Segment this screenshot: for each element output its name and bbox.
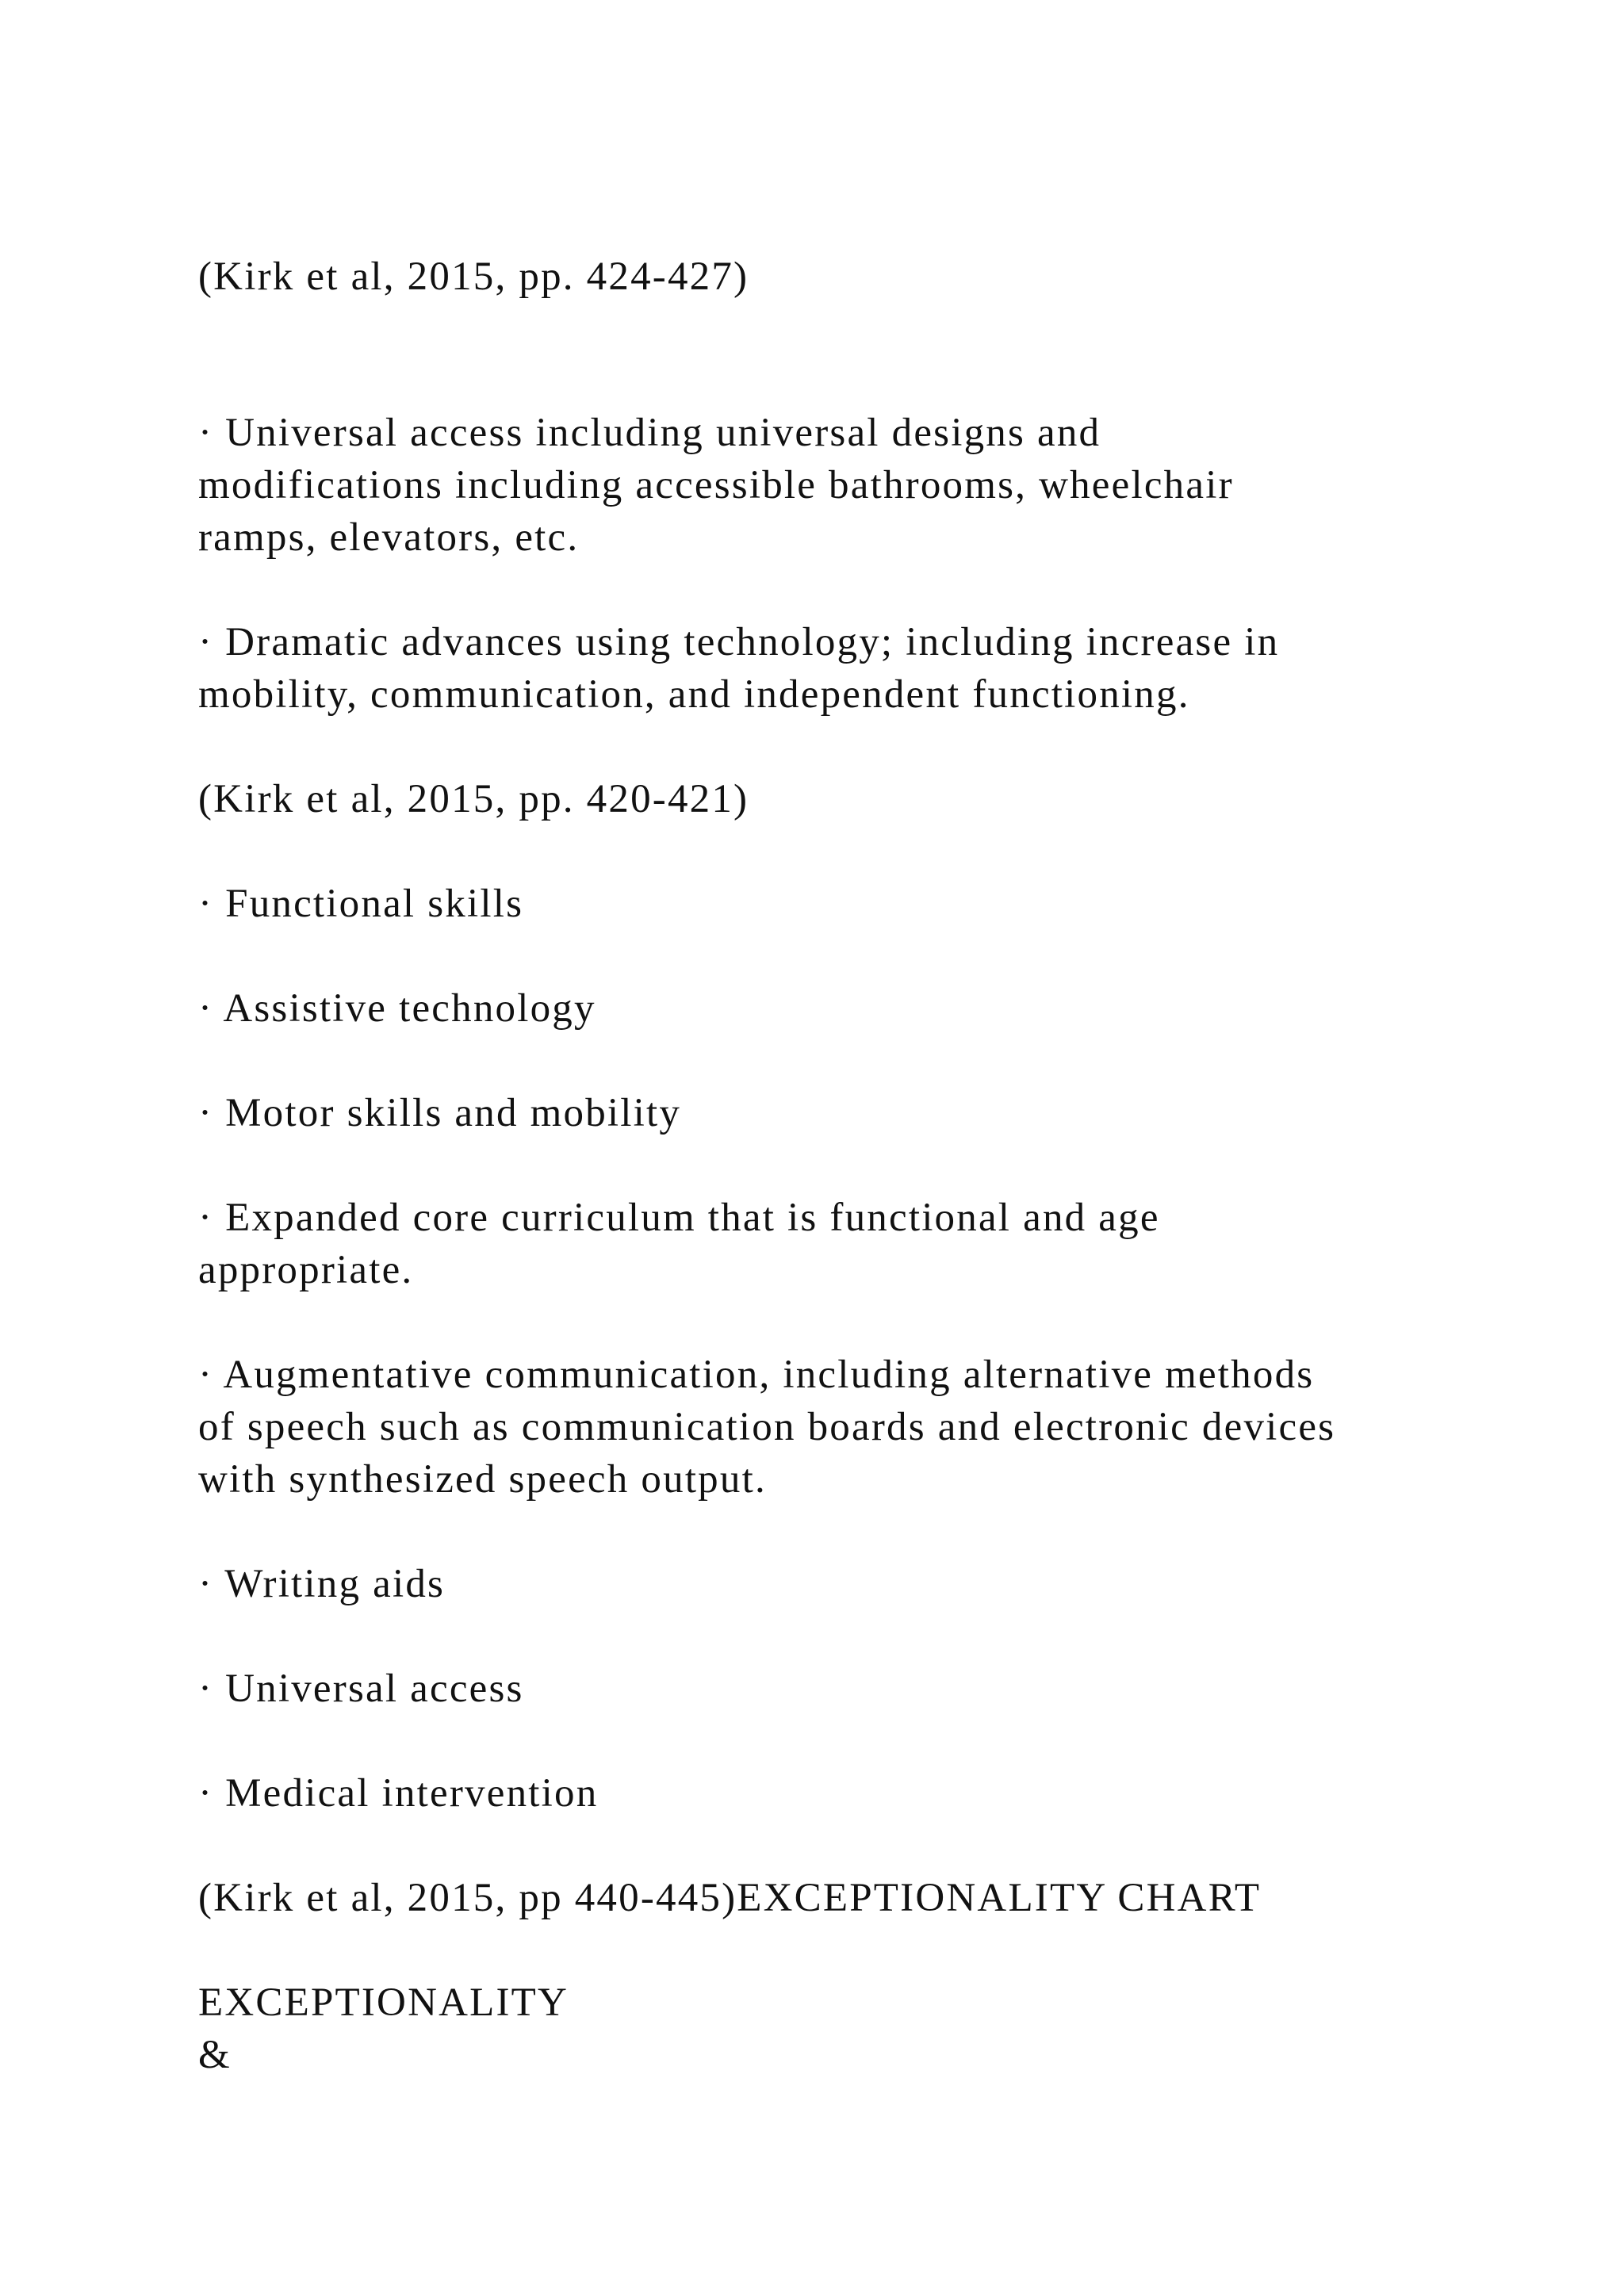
bullet-item: · Writing aids <box>198 1562 446 1606</box>
bullet-item: · Functional skills <box>198 882 524 926</box>
bullet-item-line: mobility, communication, and independent functioning. <box>198 672 1190 717</box>
bullet-item-line: · Universal access including universal designs and <box>198 411 1101 455</box>
bullet-item-line: ramps, elevators, etc. <box>198 515 580 560</box>
bullet-item-line: · Augmentative communication, including alternative methods <box>198 1353 1315 1397</box>
bullet-item-line: modifications including accessible bathrooms, wheelchair <box>198 463 1234 507</box>
section-heading: EXCEPTIONALITY <box>198 1980 569 2025</box>
citation-heading-text: (Kirk et al, 2015, pp 440-445)EXCEPTIONALITY CHART <box>198 1876 1262 1920</box>
bullet-item-line: appropriate. <box>198 1248 414 1292</box>
bullet-item: · Assistive technology <box>198 986 596 1031</box>
citation-text: (Kirk et al, 2015, pp. 420-421) <box>198 777 749 821</box>
citation-text: (Kirk et al, 2015, pp. 424-427) <box>198 254 749 299</box>
bullet-item-line: · Expanded core curriculum that is functional and age <box>198 1196 1160 1240</box>
bullet-item: · Universal access <box>198 1667 524 1711</box>
bullet-item-line: with synthesized speech output. <box>198 1457 767 1502</box>
ampersand-text: & <box>198 2033 232 2077</box>
bullet-item-line: · Dramatic advances using technology; including increase in <box>198 620 1280 664</box>
bullet-item: · Motor skills and mobility <box>198 1091 682 1135</box>
bullet-item: · Medical intervention <box>198 1771 599 1816</box>
bullet-item-line: of speech such as communication boards and electronic devices <box>198 1405 1336 1449</box>
